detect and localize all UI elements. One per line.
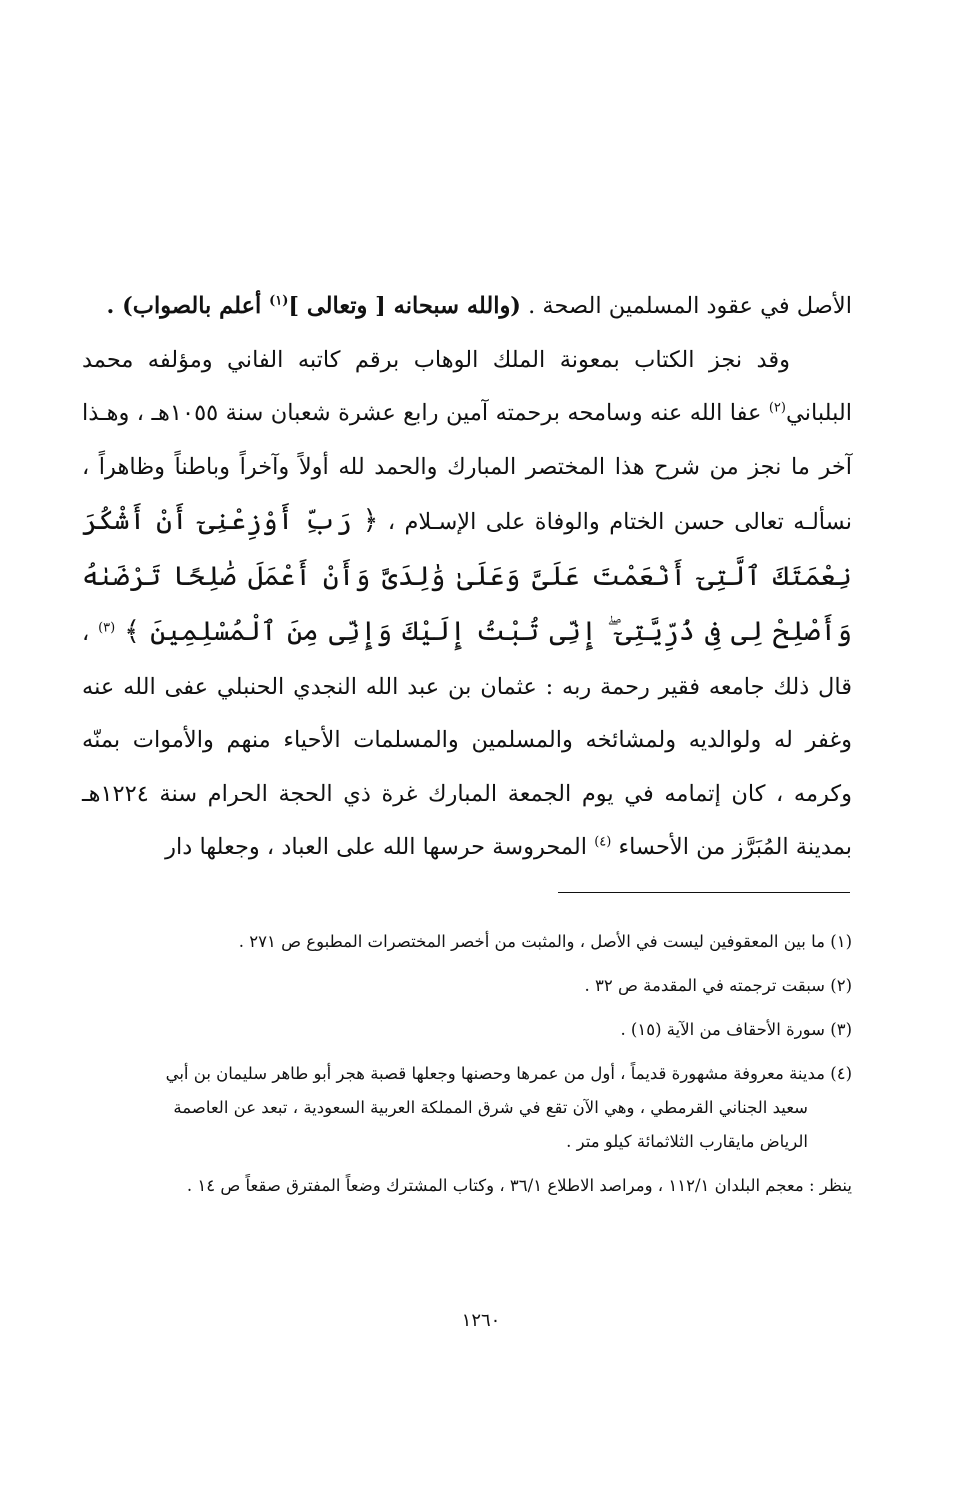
footnote-separator: [558, 892, 850, 893]
page-number: ١٢٦٠: [461, 1310, 501, 1331]
closing-formula: [106, 293, 521, 319]
footnote-ref-1: (١): [269, 293, 289, 309]
footnote-2: (٢) سبقت ترجمته في المقدمة ص ٣٢ .: [584, 976, 852, 995]
quran-verse: ﴿ رَبِّ أَوْزِعْنِىٓ أَنْ أَشْكُرَ نِعْمَتَكَ ٱلَّتِىٓ أَنْعَمْتَ عَلَىَّ وَعَلَىٰ وَٰلِدَىَّ وَأَنْ أَعْمَلَ صَٰلِحًا تَرْضَىٰهُ وَأَصْلِحْ لِى فِى ذُرِّيَّتِىٓ ۖ إِنِّى تُبْتُ إِلَيْكَ وَإِنِّى مِنَ ٱلْمُسْلِمِينَ ﴾: [82, 505, 852, 647]
main-line-1-start: الأصل في عقود المسلمين الصحة .: [528, 293, 852, 319]
footnote-4: [82, 1057, 852, 1159]
closing-formula-end: أعلم بالصواب) .: [106, 293, 262, 319]
closing-formula-text: (والله سبحانه [ وتعالى ]: [288, 293, 521, 319]
colophon-date: عفا الله عنه وسامحه برحمته آمين رابع عشرة شعبان سنة ١٠٥٥هـ ، وهـذا آخر ما نجز من شرح هذا المختصر المبارك والحمد لله أولاً وآخراً وباطناً وظاهراً ، نسألـه تعالى حسن الختام والوفاة على الإسـلام ،: [82, 400, 852, 535]
footnote-ref-2: (٢): [768, 400, 786, 416]
colophon-closing: المحروسة حرسها الله على العباد ، وجعلها دار: [165, 834, 588, 860]
footnote-ref-4: (٤): [594, 834, 612, 850]
footnote-4-line-3: الرياض مايقارب الثلاثمائة كيلو متر .: [566, 1132, 808, 1151]
colophon-author: ، قال ذلك جامعه فقير رحمة ربه : عثمان بن عبد الله النجدي الحنبلي عفى الله عنه وغفر له ولوالديه ولمشائخه والمسلمين والمسلمات الأحياء منهم والأموات بمنّه وكرمه ، كان إتمامه في يوم الجمعة المبارك غرة ذي الحجة الحرام سنة ١٢٢٤هـ بمدينة المُبَرَّز من الأحساء: [82, 620, 852, 860]
footnote-4-line-2: سعيد الجناني القرمطي ، وهي الآن تقع في شرق المملكة العربية السعودية ، تبعد عن العاصمة: [173, 1098, 808, 1117]
main-line-1: [82, 280, 852, 334]
main-text: [82, 280, 852, 875]
footnote-1: (١) ما بين المعقوفين ليست في الأصل ، والمثبت من أخصر المختصرات المطبوع ص ٢٧١ .: [238, 932, 852, 951]
footnote-4-line-1: (٤) مدينة معروفة مشهورة قديماً ، أول من عمرها وحصنها وجعلها قصبة هجر أبو طاهر سليمان بن أبي: [165, 1064, 852, 1083]
footnote-3: (٣) سورة الأحقاف من الآية (١٥) .: [620, 1020, 852, 1039]
footnotes: [82, 925, 852, 1213]
footnote-ref-3: (٣): [98, 620, 116, 636]
colophon-paragraph: [82, 334, 852, 875]
footnote-references: ينظر : معجم البلدان ١١٢/١ ، ومراصد الاطلاع ٣٦/١ ، وكتاب المشترك وضعاً المفترق صقعاً ص ١٤ .: [186, 1176, 852, 1195]
colophon-opening: وقد نجز الكتاب بمعونة الملك الوهاب برقم كاتبه الفاني ومؤلفه محمد البلباني: [82, 346, 852, 426]
